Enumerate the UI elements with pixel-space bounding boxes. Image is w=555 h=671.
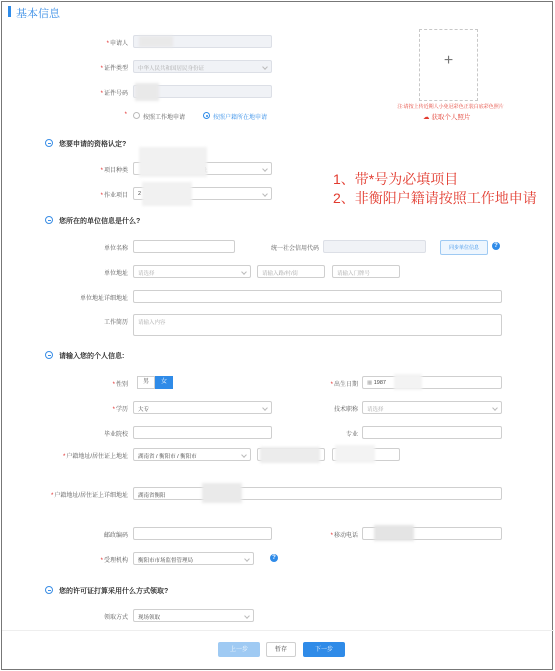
section-receive-title: 您的许可证打算采用什么方式领取? (59, 588, 169, 595)
resume-textarea[interactable] (133, 314, 502, 336)
company-address-label: 单位地址 (103, 271, 128, 277)
education-value: 大专 (138, 407, 150, 413)
major-input[interactable] (362, 426, 502, 439)
form-page (1, 1, 553, 670)
collapse-icon[interactable] (45, 139, 53, 147)
company-street-input[interactable] (257, 265, 325, 278)
receive-method-value: 现场领取 (138, 615, 161, 621)
section-company-title: 您所在的单位信息是什么? (59, 218, 141, 225)
gender-male-button[interactable]: 男 (137, 376, 155, 389)
chevron-down-icon (244, 613, 250, 619)
resume-ph: 请输入内容 (138, 320, 166, 326)
mobile-label: *移动电话 (330, 533, 358, 539)
birth-label: *出生日期 (330, 382, 358, 388)
redacted-mobile (374, 525, 414, 541)
redacted-hukou-door (335, 445, 375, 463)
redacted-project (139, 147, 207, 177)
upload-icon: ☁ (423, 114, 432, 121)
chevron-down-icon (262, 191, 268, 197)
project-label: *项目种类 (100, 168, 128, 174)
gender-female-button[interactable]: 女 (155, 376, 173, 389)
footer-divider (2, 630, 554, 631)
hukou-detail-input[interactable] (133, 487, 502, 500)
birth-value: 1987 (373, 380, 386, 386)
apply-basis-label: * (124, 112, 127, 118)
collapse-icon[interactable] (45, 586, 53, 594)
postcode-label: 邮政编码 (103, 533, 128, 539)
credit-code-input[interactable] (323, 240, 426, 253)
radio-work-location[interactable] (133, 112, 140, 119)
section-personal-title: 请输入您的个人信息: (59, 353, 125, 360)
get-photo-link[interactable]: ☁ 获取个人照片 (423, 114, 471, 121)
company-name-input[interactable] (133, 240, 235, 253)
radio-hukou-label: 按照户籍所在地申请 (213, 115, 268, 121)
id-type-label: *证件类型 (100, 66, 128, 72)
collapse-icon[interactable] (45, 216, 53, 224)
id-type-value: 中华人民共和国居民身份证 (138, 66, 205, 72)
note-line-1: 1、带*号为必填项目 (333, 171, 459, 187)
redacted-name (139, 36, 173, 47)
agency-label: *受理机构 (100, 558, 128, 564)
education-label: *学历 (112, 407, 128, 413)
redacted-job (142, 182, 192, 206)
help-icon[interactable]: ? (492, 242, 500, 250)
id-no-label: *证件号码 (100, 91, 128, 97)
section-qualification-title: 您要申请的资格认定? (59, 141, 127, 148)
calendar-icon: ▦ (367, 380, 374, 386)
chevron-down-icon (241, 269, 247, 275)
credit-code-label: 统一社会信用代码 (270, 246, 319, 252)
chevron-down-icon (241, 452, 247, 458)
id-type-select[interactable] (133, 60, 272, 73)
tech-title-select[interactable] (362, 401, 502, 414)
hukou-detail-label: *户籍地址/居住证上详细地址 (50, 493, 128, 499)
job-value: 2 (138, 191, 142, 197)
redacted-id (135, 83, 159, 101)
company-address-select[interactable] (133, 265, 251, 278)
applicant-label: *申请人 (106, 41, 128, 47)
company-address-detail-input[interactable] (133, 290, 502, 303)
company-address-detail-label: 单位地址详细地址 (79, 296, 128, 302)
hukou-value: 湖南省 / 衡阳市 / 衡阳市 (138, 454, 197, 460)
postcode-input[interactable] (133, 527, 272, 540)
collapse-icon[interactable] (45, 351, 53, 359)
company-name-label: 单位名称 (103, 246, 128, 252)
save-draft-button[interactable]: 暂存 (266, 642, 296, 657)
plus-icon: + (443, 52, 454, 69)
redacted-hukou-detail (202, 483, 242, 503)
company-doorno-input[interactable] (332, 265, 400, 278)
gender-label: *性别 (112, 382, 128, 388)
photo-hint: 注:请按上传近期人小免冠彩色正装白底彩色照片 (397, 104, 504, 110)
resume-label: 工作简历 (103, 320, 128, 326)
school-input[interactable] (133, 426, 272, 439)
tech-title-label: 技术职称 (333, 407, 358, 413)
chevron-down-icon (262, 405, 268, 411)
note-line-2: 2、非衡阳户籍请按照工作地申请 (333, 190, 537, 206)
tech-title-ph: 请选择 (367, 407, 384, 413)
school-label: 毕业院校 (103, 432, 128, 438)
receive-method-label: 领取方式 (103, 615, 128, 621)
next-step-button[interactable]: 下一步 (303, 642, 345, 657)
redacted-hukou-street (260, 447, 320, 463)
sync-company-button[interactable]: 同步单位信息 (440, 240, 488, 255)
hukou-region-select[interactable] (133, 448, 251, 461)
radio-hukou-location[interactable] (203, 112, 210, 119)
help-icon[interactable]: ? (270, 554, 278, 562)
chevron-down-icon (244, 556, 250, 562)
radio-work-label: 按照工作地申请 (143, 115, 186, 121)
hukou-label: *户籍地址/居住证上地址 (62, 454, 128, 460)
education-select[interactable] (133, 401, 272, 414)
job-label: *作业项目 (100, 193, 128, 199)
redacted-birth (394, 374, 422, 390)
major-label: 专业 (345, 432, 358, 438)
chevron-down-icon (262, 166, 268, 172)
photo-upload-box[interactable] (419, 29, 478, 101)
chevron-down-icon (262, 64, 268, 70)
company-address-ph2: 请输入路/村/街 (262, 271, 299, 277)
receive-method-select[interactable] (133, 609, 254, 622)
hukou-detail-value: 湖南省衡阳 (138, 493, 166, 499)
prev-step-button[interactable]: 上一步 (218, 642, 260, 657)
agency-value: 衡阳市市场监督管理局 (138, 558, 194, 564)
page-title: 基本信息 (16, 8, 60, 20)
company-address-ph3: 请输入门牌号 (337, 271, 371, 277)
company-address-ph1: 请选择 (138, 271, 155, 277)
chevron-down-icon (492, 405, 498, 411)
birth-date-input[interactable] (362, 376, 502, 389)
title-accent-bar (8, 6, 11, 17)
agency-select[interactable] (133, 552, 254, 565)
